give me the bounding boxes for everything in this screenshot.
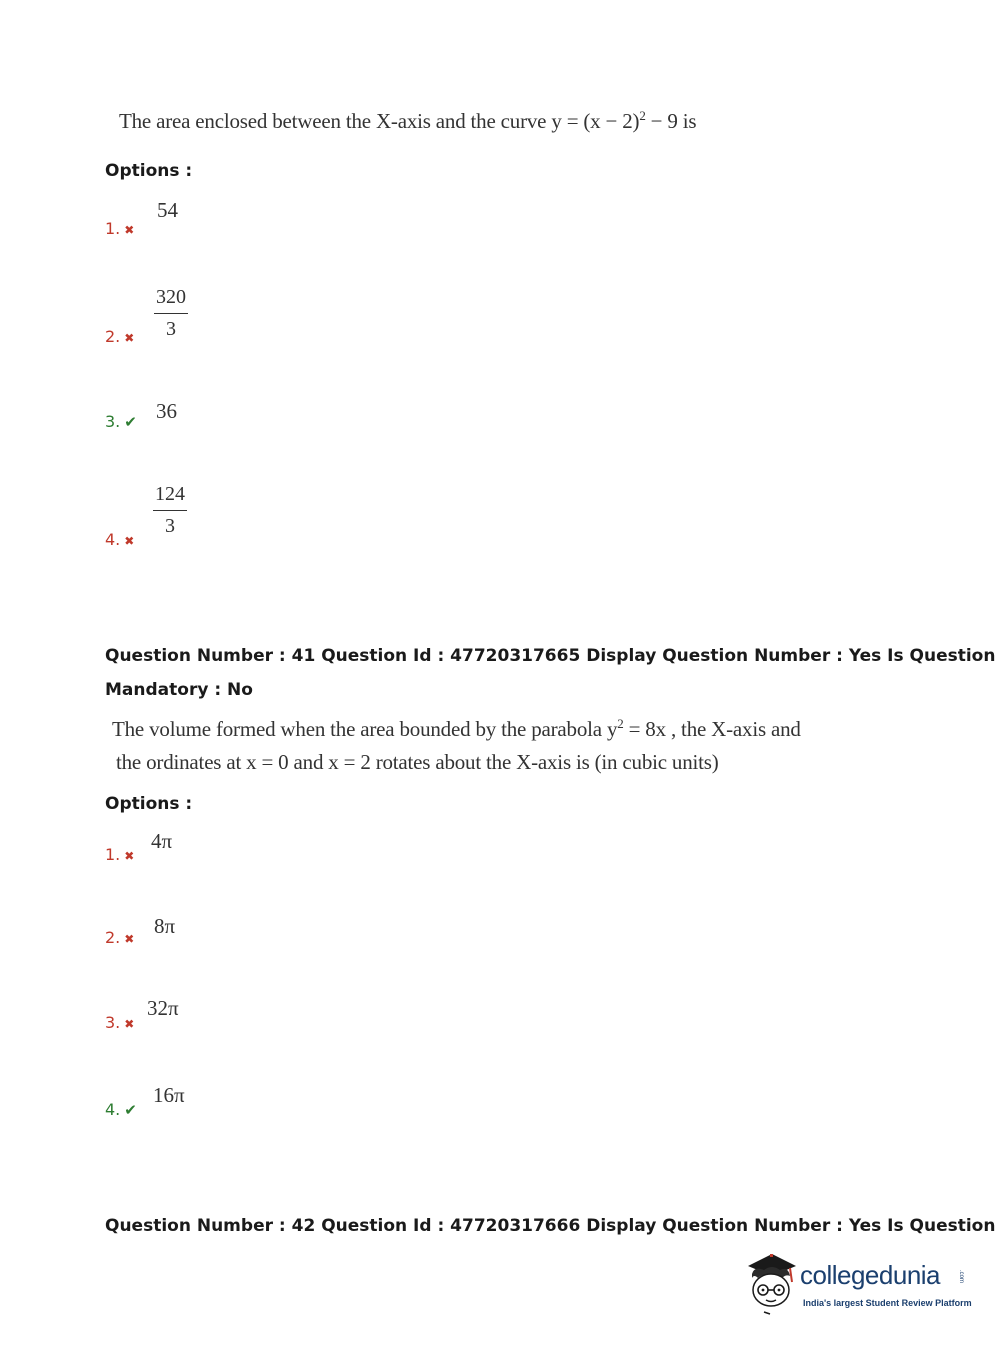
option-number: 2. xyxy=(105,928,121,947)
question-41-mandatory: Mandatory : No xyxy=(105,680,253,700)
q41-option-3-marker xyxy=(105,1013,134,1032)
fraction-numerator: 124 xyxy=(153,483,187,511)
question-41-exponent: 2 xyxy=(617,716,624,731)
option-number: 3. xyxy=(105,1013,121,1032)
option-number: 3. xyxy=(105,412,121,431)
cross-icon: ✖ xyxy=(124,331,135,345)
question-41-header: Question Number : 41 Question Id : 47720317665 Display Question Number : Yes Is Question xyxy=(105,646,996,666)
q40-options-label: Options : xyxy=(105,161,193,181)
q41-option-4-marker xyxy=(105,1100,137,1119)
checkmark-icon: ✔ xyxy=(124,413,137,431)
mascot-icon xyxy=(742,1248,800,1316)
cross-icon: ✖ xyxy=(124,849,135,863)
question-41-text-line1 xyxy=(112,716,801,742)
q41-option-1-marker xyxy=(105,845,134,864)
q40-option-2-fraction xyxy=(154,286,188,341)
option-number: 2. xyxy=(105,327,121,346)
q40-option-1-marker xyxy=(105,219,134,238)
cross-icon: ✖ xyxy=(124,1017,135,1031)
option-number: 1. xyxy=(105,845,121,864)
cross-icon: ✖ xyxy=(124,932,135,946)
fraction-denominator: 3 xyxy=(166,318,176,340)
q40-option-3-value: 36 xyxy=(156,399,177,423)
q40-option-4-marker xyxy=(105,530,134,549)
logo-wordmark: collegedunia xyxy=(800,1260,941,1290)
question-40-text-end: − 9 is xyxy=(645,109,697,133)
q40-option-1-value: 54 xyxy=(157,198,178,222)
q41-option-1-value: 4π xyxy=(151,829,173,853)
option-number: 4. xyxy=(105,530,121,549)
question-41-text-end: = 8x , the X-axis and xyxy=(623,717,801,741)
q40-option-3-marker xyxy=(105,412,137,431)
q41-option-2-marker xyxy=(105,928,134,947)
question-40-text-main: The area enclosed between the X-axis and the curve y = (x − 2) xyxy=(119,109,640,133)
question-42-header: Question Number : 42 Question Id : 47720317666 Display Question Number : Yes Is Question xyxy=(105,1216,996,1236)
q40-option-4-fraction xyxy=(153,483,187,538)
cross-icon: ✖ xyxy=(124,223,135,237)
question-40-exponent: 2 xyxy=(639,108,646,123)
q41-option-3-value: 32π xyxy=(147,996,179,1020)
question-41-text-line2: the ordinates at x = 0 and x = 2 rotates about the X-axis is (in cubic units) xyxy=(116,750,719,774)
q41-options-label: Options : xyxy=(105,794,193,814)
question-40-text xyxy=(119,108,696,134)
collegedunia-logo xyxy=(742,1248,972,1320)
q40-option-2-marker xyxy=(105,327,134,346)
checkmark-icon: ✔ xyxy=(124,1101,137,1119)
fraction-numerator: 320 xyxy=(154,286,188,314)
logo-domain-suffix: .com xyxy=(958,1270,964,1284)
question-41-text-main: The volume formed when the area bounded by the parabola y xyxy=(112,717,618,741)
option-number: 1. xyxy=(105,219,121,238)
fraction-denominator: 3 xyxy=(165,515,175,537)
q41-option-2-value: 8π xyxy=(154,914,176,938)
cross-icon: ✖ xyxy=(124,534,135,548)
option-number: 4. xyxy=(105,1100,121,1119)
logo-tagline: India's largest Student Review Platform xyxy=(803,1298,972,1308)
q41-option-4-value: 16π xyxy=(153,1083,185,1107)
